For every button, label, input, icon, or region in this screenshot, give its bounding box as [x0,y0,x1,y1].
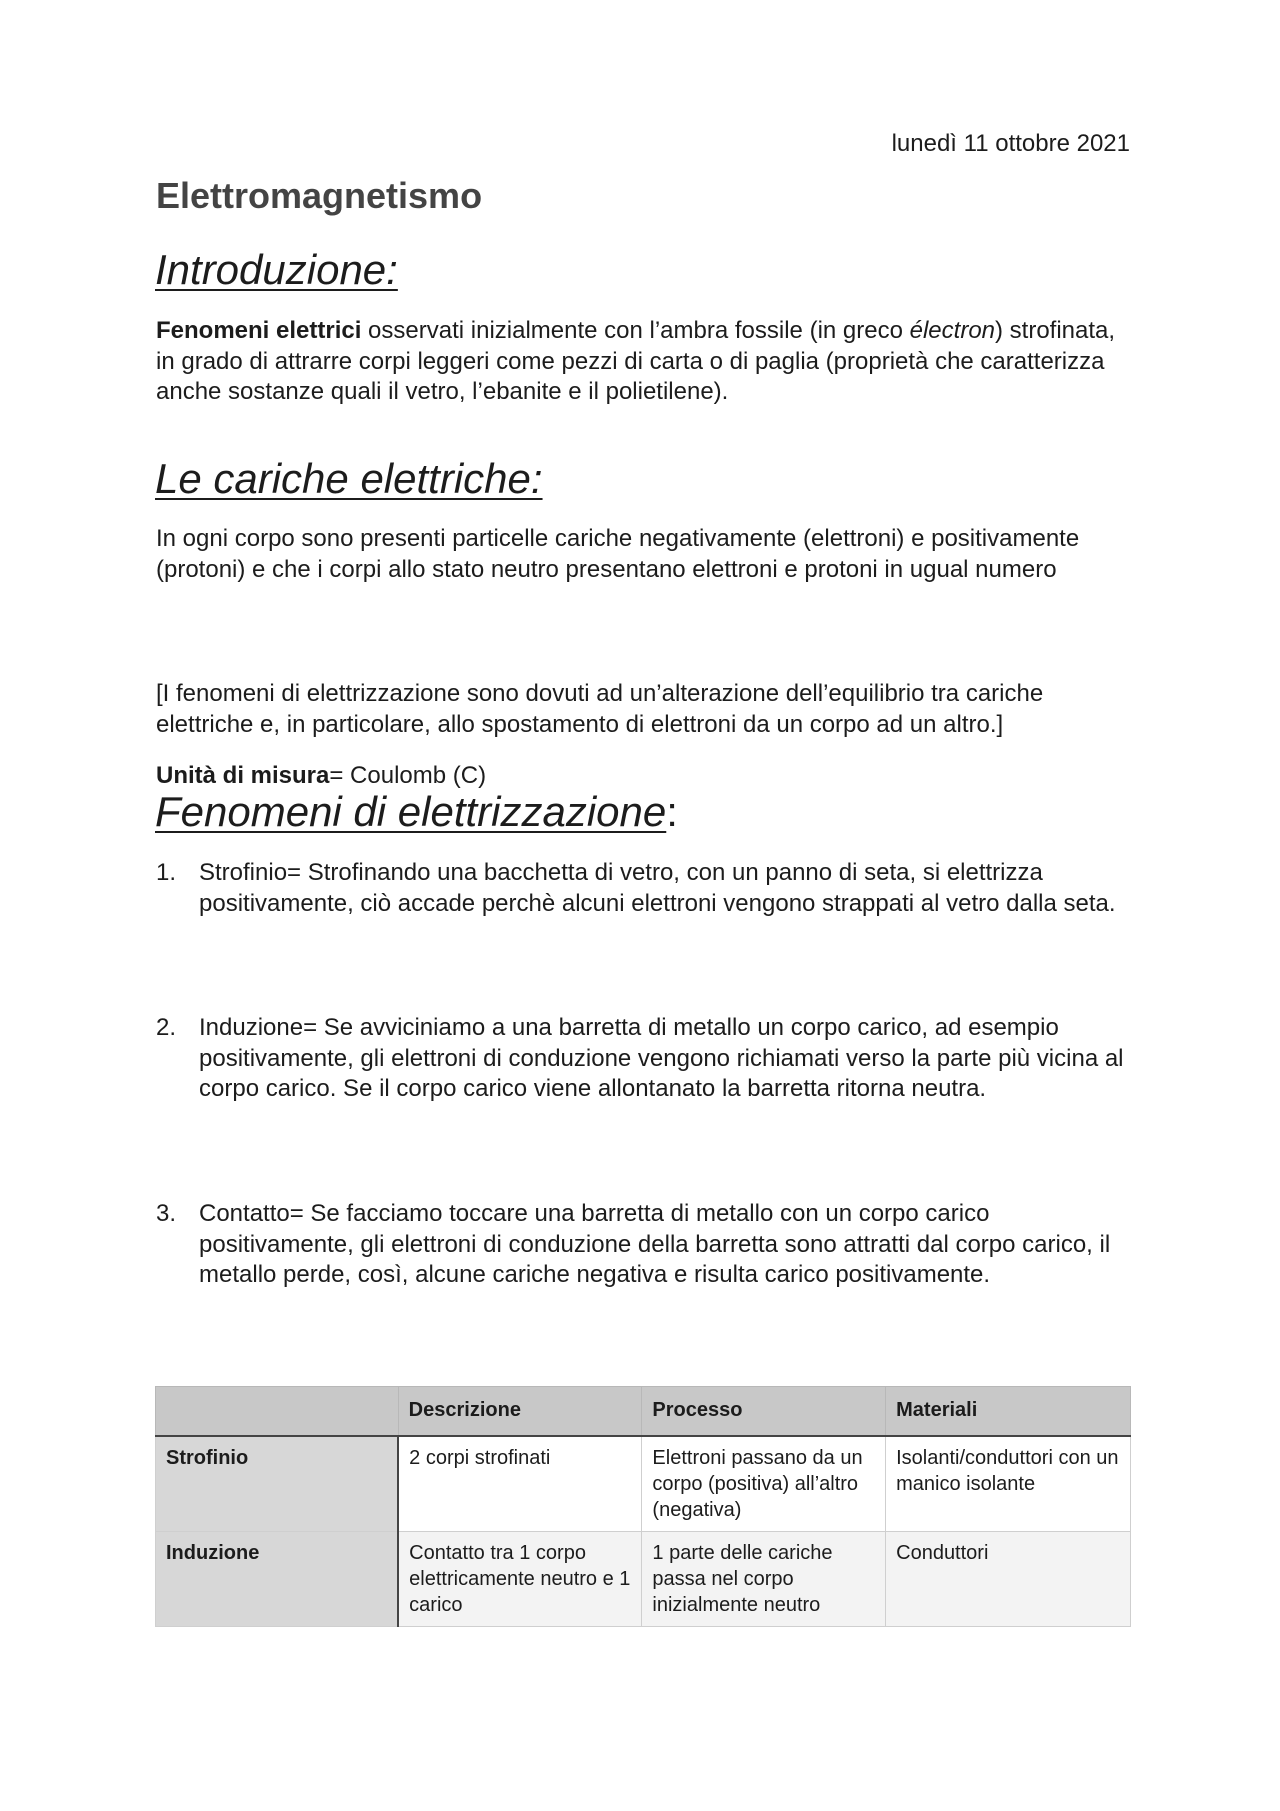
list-item-text: Contatto= Se facciamo toccare una barretta di metallo con un corpo carico positivamente, gli elettroni di conduzione della barretta sono attratti dal corpo carico, il metallo perde, così, alcune cariche negativa e risulta carico positivamente. [199,1200,1111,1288]
unit-value: = Coulomb (C) [329,762,487,789]
document-title: Elettromagnetismo [156,175,483,216]
table-header-cell [156,1387,399,1437]
intro-text-a: osservati inizialmente con l’ambra fossile (in greco [361,317,910,344]
table-cell: Conduttori [886,1532,1131,1627]
heading-fenomeni-text: Fenomeni di elettrizzazione [155,788,667,835]
table-header-row [156,1387,1131,1437]
table-header-cell: Materiali [886,1387,1131,1437]
list-item-number: 3. [156,1200,177,1227]
table-cell: Elettroni passano da un corpo (positiva) all’altro (negativa) [642,1436,886,1532]
table-cell: Isolanti/conduttori con un manico isolante [886,1436,1131,1532]
heading-introduzione: Introduzione: [155,246,398,293]
heading-cariche-elettriche: Le cariche elettriche: [155,455,543,502]
unit-line [156,761,1136,792]
intro-paragraph [156,316,1136,408]
table-header-cell: Descrizione [398,1387,642,1437]
document-date: lunedì 11 ottobre 2021 [891,130,1130,157]
intro-text-b: ) strofinata, in grado di attrarre corpi leggeri come pezzi di carta o di paglia (proprietà che caratterizza anche sostanze quali il vetro, l’ebanite e il polietilene). [156,317,1116,405]
list-item-text: Induzione= Se avviciniamo a una barretta di metallo un corpo carico, ad esempio positivamente, gli elettroni di conduzione vengono richiamati verso la parte più vicina al corpo carico. Se il corpo carico viene allontanato la barretta ritorna neutra. [199,1014,1124,1102]
unit-label: Unità di misura [156,762,330,789]
list-item-number: 1. [156,859,177,886]
table-row-label: Strofinio [156,1436,399,1532]
table-row [156,1436,1131,1532]
intro-italic-word: électron [909,317,996,344]
table-cell: 2 corpi strofinati [398,1436,642,1532]
heading-fenomeni-elettrizzazione [155,788,678,836]
list-item [156,1013,1136,1105]
table-row [156,1532,1131,1627]
table-cell: 1 parte delle cariche passa nel corpo inizialmente neutro [642,1532,886,1627]
table-header-cell: Processo [642,1387,886,1437]
table-cell: Contatto tra 1 corpo elettricamente neutro e 1 carico [398,1532,642,1627]
intro-bold-lead: Fenomeni elettrici [156,317,362,344]
list-item-number: 2. [156,1014,177,1041]
table-row-label: Induzione [156,1532,399,1627]
summary-table [155,1386,1131,1627]
cariche-paragraph: In ogni corpo sono presenti particelle cariche negativamente (elettroni) e positivamente (protoni) e che i corpi allo stato neutro presentano elettroni e protoni in ugual numero [156,525,1080,583]
list-item [156,1199,1136,1291]
heading-fenomeni-colon: : [666,788,678,835]
list-item [156,858,1136,919]
list-item-text: Strofinio= Strofinando una bacchetta di vetro, con un panno di seta, si elettrizza positivamente, ciò accade perchè alcuni elettroni vengono strappati al vetro dalla seta. [199,859,1116,917]
cariche-note: [I fenomeni di elettrizzazione sono dovuti ad un’alterazione dell’equilibrio tra cariche elettriche e, in particolare, allo spostamento di elettroni da un corpo ad un altro.] [156,680,1044,738]
